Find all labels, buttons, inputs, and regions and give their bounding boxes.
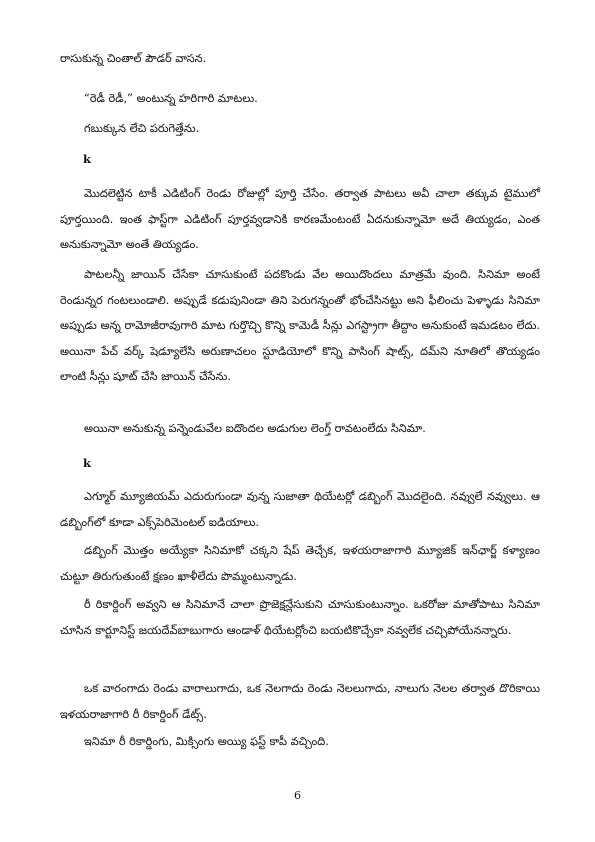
paragraph-11: ఇనిమా రీ రికార్డింగు, మిక్సింగు అయ్యి ఫస్ట్‌ కాపీ వచ్చింది. — [84, 735, 329, 748]
section-separator-2: k — [83, 456, 91, 470]
paragraph-3: గబుక్కున లేచి పరుగెత్తేను. — [84, 122, 200, 135]
section-separator-1: k — [83, 152, 91, 166]
paragraph-2: “రెడీ రెడీ,” అంటున్న హరిగారి మాటలు. — [84, 92, 258, 105]
paragraph-8: డబ్బింగ్‌ మొత్తం అయ్యేకా సినిమాకో చక్కని షేప్‌ తెచ్చేక, ఇళయరాజాగారి మ్యూజిక్‌ ఇన్‌ఛార్జ్‌ కళ్యాణం చుట్టూ తిరుగుతుంటే క్షణం ఖాళీలేదు పొమ్మంటున్నాడు. — [60, 544, 540, 583]
paragraph-10: ఒక వారంగాదు రెండు వారాలుగాదు, ఒక నెలగాదు రెండు నెలలుగాదు, నాలుగు నెలల తర్వాత దొరికాయి ఇళయరాజాగారి రీ రికార్డింగ్‌ డేట్స్‌. — [60, 682, 540, 721]
paragraph-6: అయినా అనుకున్న పన్నెండువేల ఐదొందల అడుగుల లెంగ్త్‌ రావటంలేదు సినిమా. — [84, 422, 426, 435]
paragraph-4: మొదలెట్టిన టాకీ ఎడిటింగ్‌ రెండు రోజుల్లో పూర్తి చేసేం. తర్వాత పాటలు అవీ చాలా తక్కువ టైములో పూర్తయింది. ఇంత ఫాస్ట్‌గా ఎడిటింగ్‌ పూర్తవ్వడానికి కారణమేంటంటే ఏదనుకున్నామో అదే తియ్యడం, ఎంత అనుకున్నామో అంతే తియ్యడం. — [60, 187, 540, 251]
paragraph-1: రాసుకున్న చింతాల్‌ పౌడర్‌ వాసన. — [60, 52, 207, 65]
paragraph-5: పాటలన్నీ జాయిన్‌ చేసేకా చూసుకుంటే పదకొండు వేల అయిదొందలు మాత్రమే వుంది. సినిమా అంటే రెండున్నర గంటలుండాలి. అప్పుడే కడుపునిండా తిని పెరుగన్నంతో భోంచేసినట్టు అని ఫీలించు పెళ్ళాడు సినిమా అప్పుడు అన్న రామోజీరావుగారి మాట గుర్తొచ్చి కొన్ని కామెడీ సీన్లు ఎగస్ట్రాగా తీద్దాం అనుకుంటే ఇమడటం లేదు. అయినా పేచ్‌ వర్క్‌ షెడ్యూలేసి అరుణాచలం స్టూడియోలో కొన్ని పాసింగ్‌ షాట్స్‌, దమ్‌ని నూతిలో తొయ్యడం లాంటి సీన్లు షూట్‌ చేసి జాయిన్‌ చేసేను. — [60, 268, 540, 383]
page-number: 6 — [294, 789, 301, 802]
paragraph-7: ఎగ్మూర్‌ మ్యూజియమ్‌ ఎదురుగుండా వున్న సుజాతా థియేటర్లో డబ్బింగ్‌ మొదలైంది. నవ్వులే నవ్వులు. ఆ డబ్బింగ్‌లో కూడా ఎక్స్‌పెరిమెంటల్‌ ఐడియాలు. — [60, 490, 540, 529]
paragraph-9: రీ రికార్డింగ్‌ అవ్వని ఆ సినిమానే చాలా ప్రొజెక్షన్లేసుకుని చూసుకుంటున్నాం. ఒకరోజు మాతోపాటు సినిమా చూసిన కార్టూనిస్ట్‌ జయదేవ్‌బాబుగారు ఆండాళ్‌ థియేటర్లోంచి బయటికొచ్చేకా నవ్వలేక చచ్చిపోయేనన్నారు. — [60, 598, 540, 637]
